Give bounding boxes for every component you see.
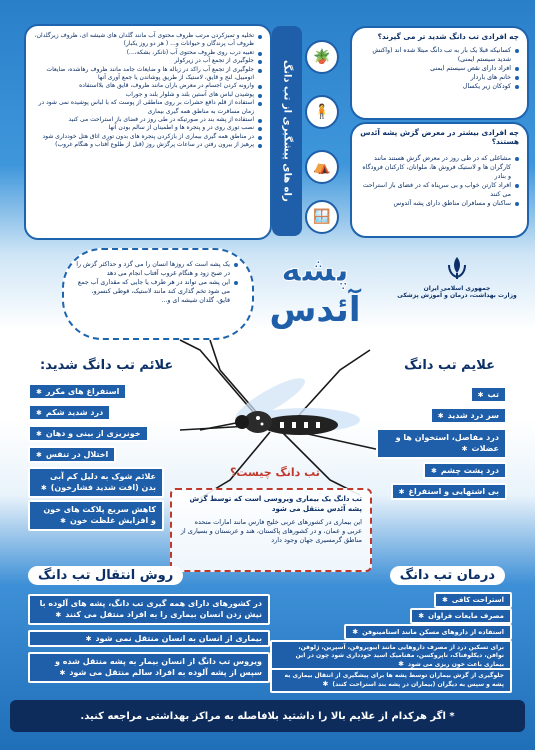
list-item: تخلیه و تمیزکردن مرتب ظروف محتوی آب مانند گلدان های شیشه ای، ظروف زیرگلدان، ظروف آب پرندگان و حیوانات و... ( هر دو روز یکبار) xyxy=(34,32,262,49)
list-item: ساکنان و مسافران مناطق دارای پشه آئدوس xyxy=(361,199,519,208)
list-item: نصب توری روی در و پنجره ها و اطمینان از سالم بودن آنها xyxy=(34,124,262,132)
treatment-box xyxy=(272,592,512,692)
main-title-line2: آئدس xyxy=(269,290,361,330)
severe-risk-title: چه افرادی تب دانگ شدید تر می گیرند؟ xyxy=(377,32,519,41)
treatment-item: مصرف مایعات فراوان ✱ xyxy=(410,608,512,624)
what-p2: این بیماری در کشورهای عربی خلیج فارس مانند امارات متحده عربی و عمان، و در کشورهای پاکستان، هند و عربستان و بسیاری از مناطق گرمسیری جهان وجود دارد xyxy=(180,518,362,544)
transmission-item: در کشورهای دارای همه گیری تب دانگ، پشه های آلوده با نیش زدن انسان بیماری را به افراد منتقل می کنند ✱ xyxy=(28,594,270,625)
what-box xyxy=(170,488,372,572)
symptom-item: بی اشتهایی و استفراغ ✱ xyxy=(391,483,507,500)
list-item: افراد دارای نقص سیستم ایمنی xyxy=(361,64,519,73)
ministry-line2: وزارت بهداشت، درمان و آموزش پزشکی xyxy=(397,292,517,299)
footer-text: * اگر هرکدام از علایم بالا را داشتید بلافاصله به مراکز بهداشتی مراجعه کنید. xyxy=(80,710,455,722)
window-icon: 🪟 xyxy=(305,200,339,234)
transmission-title: روش انتقال تب دانگ xyxy=(28,566,183,585)
list-item: کودکان زیر یکسال xyxy=(361,82,519,91)
severe-item: خونریزی از بینی و دهان ✱ xyxy=(28,425,149,442)
exposure-risk-list xyxy=(361,154,519,208)
plant-icon: 🪴 xyxy=(305,40,339,74)
symptom-item: درد پشت چشم ✱ xyxy=(423,462,507,479)
symptom-item: سر درد شدید ✱ xyxy=(430,407,507,424)
severe-title: علائم تب دانگ شدید: xyxy=(30,356,183,375)
exposure-risk-title: چه افرادی بیشتر در معرض گزش پشه آئدس هستند؟ xyxy=(360,128,519,146)
prevention-side-bar xyxy=(272,26,302,236)
list-item: خانم های باردار xyxy=(361,73,519,82)
person-icon: 🧍 xyxy=(305,95,339,129)
treatment-item: جلوگیری از گزش بیماران توسط پشه ها برای پیشگیری از انتقال بیماری به پشه و سپس به دیگران (بیماران در پشه بند استراحت کنند) ✱ xyxy=(270,668,512,693)
list-item: کسانیکه قبلا یک بار به تب دانگ مبتلا شده اند (واکنش شدید سیستم ایمنی) xyxy=(361,46,519,64)
what-title: تب دانگ چیست؟ xyxy=(230,466,320,479)
iran-emblem-icon xyxy=(444,255,470,281)
treatment-item: استراحت کافی ✱ xyxy=(434,592,512,608)
treatment-title: درمان تب دانگ xyxy=(390,566,505,585)
list-item: در مناطق همه گیری بیماری از بازکردن پنجره های بدون توری اتاق هتل خودداری شود xyxy=(34,133,262,141)
list-item: مشاغلی که در طی روز در معرض گزش هستند مانند کارگران ها و لاستیک فروش ها، ملوانان، کارکنان فرودگاه و بنادر xyxy=(361,154,519,181)
list-item: پرهیز از بیرون رفتن در ساعات پرگزش روز (قبل از طلوع آفتاب و هنگام غروب) xyxy=(34,141,262,149)
main-title xyxy=(255,250,375,330)
severe-item: اختلال در تنفس ✱ xyxy=(28,446,116,463)
severe-item: کاهش سریع پلاکت های خون و افزایش غلظت خون ✱ xyxy=(28,500,164,531)
symptom-item: درد مفاصل، استخوان ها و عضلات ✱ xyxy=(376,428,507,459)
treatment-item: برای تسکین درد از مصرف داروهایی مانند ایبوپروفن، آسپرین، ژلوفن، نوافن، دیکلوفناک، ناپروکسن، مفنامیک اسید خودداری شود چون در این بیماری باعث خون ریزی می شود ✱ xyxy=(270,640,512,673)
prevention-list xyxy=(34,32,262,150)
severe-item: علائم شوک به دلیل کم آبی بدن (افت شدید فشارخون) ✱ xyxy=(28,467,164,498)
intro-box xyxy=(62,248,254,340)
transmission-item: بیماری از انسان به انسان منتقل نمی شود ✱ xyxy=(28,630,270,647)
ministry-line1: جمهوری اسلامی ایران xyxy=(423,285,491,292)
intro-list xyxy=(76,260,238,305)
list-item: یک پشه است که روزها انسان را می گزد و حداکثر گزش را در صبح زود و هنگام غروب آفتاب انجام می دهد xyxy=(76,260,238,278)
list-item: استفاده از قلم دافع حشرات بر روی مناطقی از پوست که با لباس پوشیده نمی شود در زمان مسافرت به مناطق همه گیری بیماری xyxy=(34,99,262,116)
severe-item: درد شدید شکم ✱ xyxy=(28,404,111,421)
severe-item: استفراغ های مکرر ✱ xyxy=(28,383,127,400)
ministry-logo xyxy=(392,255,522,325)
what-p1: تب دانگ یک بیماری ویروسی است که توسط گزش پشه آئدس منتقل می شود xyxy=(189,495,362,513)
severe-risk-box xyxy=(350,26,529,120)
tent-icon: ⛺ xyxy=(305,150,339,184)
severe-risk-list xyxy=(361,46,519,91)
prevention-side-title: راه های پیشگیری از تب دانگ xyxy=(281,60,293,202)
treatment-item: استفاده از داروهای مسکن مانند استامینوفن ✱ xyxy=(344,624,512,640)
transmission-item: ویروس تب دانگ از انسان بیمار به پشه منتقل شده و سپس از پشه آلوده به افراد سالم منتقل می شود ✱ xyxy=(28,652,270,683)
prevention-box xyxy=(24,24,272,240)
symptom-item: تب ✱ xyxy=(470,386,507,403)
list-item: این پشه می تواند در هر طرف یا جایی که مقداری آب جمع می شود تخم گذاری کند مانند لاستیک، قوطی کنسرو، قایق، گلدان شیشه ای و... xyxy=(76,278,238,305)
list-item: استفاده از پشه بند در صورتیکه در طی روز در فضای باز استراحت می کنید xyxy=(34,116,262,124)
list-item: جلوگیری از تجمع آب در زیرکولر xyxy=(34,57,262,65)
main-title-line1: پشه xyxy=(281,250,349,290)
list-item: جلوگیری از تجمع آب راکد در زباله ها و ضایعات جامد مانند ظروف رهاشده، ضایعات اتومبیل، لنج و قایق، لاستیک از طریق پوشاندن یا جمع آوری آنها xyxy=(34,66,262,83)
symptoms-title: علایم تب دانگ xyxy=(394,356,505,375)
exposure-risk-box xyxy=(350,122,529,238)
list-item: وارونه کردن اجسام در معرض باران مانند ظروف، قایق های بلااستفاده xyxy=(34,82,262,90)
list-item: افراد کارتن خواب و بی سرپناه که در فضای باز استراحت می کنند xyxy=(361,181,519,199)
list-item: تعبیه درب روی ظروف محتوی آب (تانکر، بشکه،...) xyxy=(34,49,262,57)
list-item: پوشیدن لباس های آستین بلند و شلوار بلند و جوراب xyxy=(34,91,262,99)
footer-bar xyxy=(10,700,525,732)
